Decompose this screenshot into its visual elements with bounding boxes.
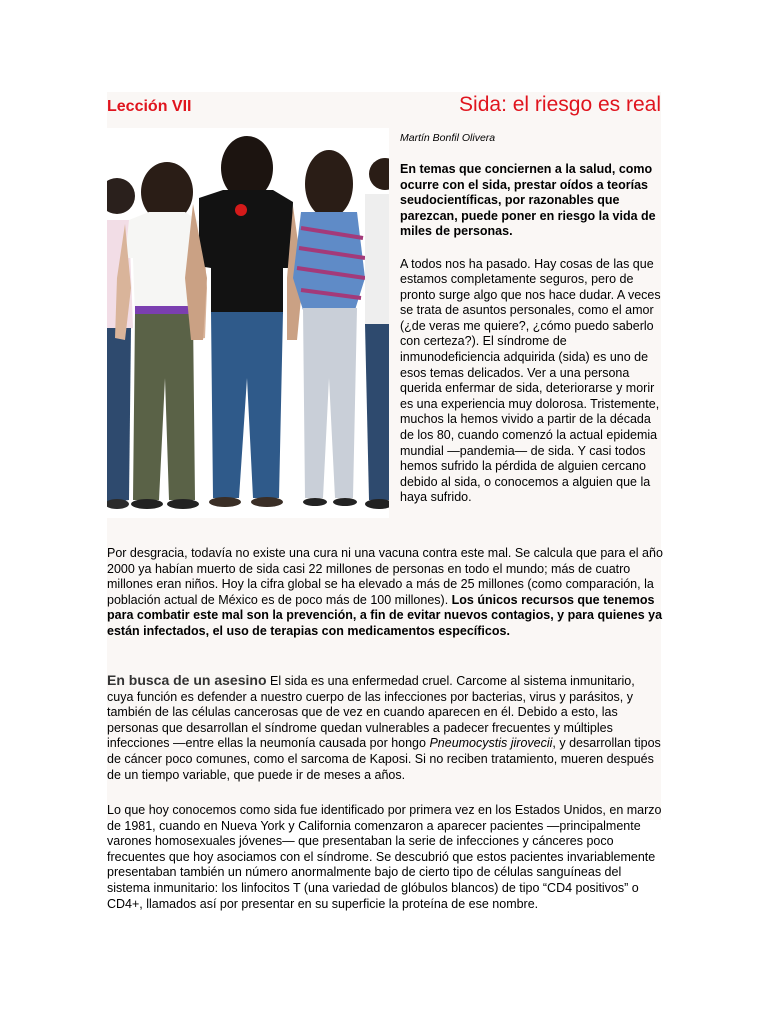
author-byline: Martín Bonfil Olivera [400, 132, 496, 144]
paragraph-cure-text: Por desgracia, todavía no existe una cura ni una vacuna contra este mal. Se calcula que para el año 2000 ya habían muerto de sida casi 22 millones de personas en todo el mundo; más de cuatro millones eran niños. Hoy la cifra global se ha elevado a más de 25 millones (como comparación, la población actual de México es de poco más de 100 millones). [107, 546, 663, 607]
right-column [400, 132, 662, 506]
lead-paragraph: En temas que conciernen a la salud, como ocurre con el sida, prestar oídos a teorías seudocientíficas, por razonables que parezcan, puede poner en riesgo la vida de miles de personas. [400, 162, 656, 238]
paragraph-assassin-text-b: , y desarrollan tipos de cáncer poco comunes, como el sarcoma de Kaposi. Si no reciben tratamiento, mueren después de un tiempo variable, que puede ir de meses a años. [107, 736, 661, 782]
intro-paragraph: A todos nos ha pasado. Hay cosas de las que estamos completamente seguros, pero de pronto surge algo que nos hace dudar. A veces se trata de asuntos personales, como el amor (¿de veras me quiere?, ¿cómo puedo saberlo con certeza?). El síndrome de inmunodeficiencia adquirida (sida) es uno de esos temas delicados. Ver a una persona querida enfermar de sida, deteriorarse y morir es una experiencia muy dolorosa. Tristemente, muchos la hemos vivido a partir de la década de los 80, cuando comenzó la actual epidemia mundial —pandemia— de sida. Y casi todos hemos sufrido la pérdida de alguien cercano debido al sida, o conocemos a alguien que la haya sufrido. [400, 256, 661, 505]
article-photo [107, 128, 389, 518]
section-subheading: En busca de un asesino [107, 672, 267, 688]
paragraph-cure [107, 546, 663, 640]
paragraph-cure-bold: Los únicos recursos que tenemos para combatir este mal son la prevención, a fin de evitar nuevos contagios, y para quienes ya están infectados, el uso de terapias con medicamentos específicos. [107, 592, 663, 638]
paragraph-history: Lo que hoy conocemos como sida fue identificado por primera vez en los Estados Unidos, en marzo de 1981, cuando en Nueva York y California comenzaron a aparecer pacientes —principalmente varones homosexuales jóvenes— que presentaban la serie de infecciones y cánceres poco frecuentes que hoy asociamos con el síndrome. Se descubrió que estos pacientes invariablemente presentaban también un número anormalmente bajo de cierto tipo de células sanguíneas del sistema inmunitario: los linfocitos T (una variedad de glóbulos blancos) de tipo “CD4 positivos” o CD4+, llamados así por presentar en su superficie la proteína de ese nombre. [107, 803, 662, 911]
paragraph-assassin-text-a: El sida es una enfermedad cruel. Carcome al sistema inmunitario, cuya función es defender a nuestro cuerpo de las infecciones por bacterias, virus y parásitos, y también de las células cancerosas que de vez en cuando aparecen en él. Debido a esto, las personas que desarrollan el síndrome quedan vulnerables a padecer frecuentes y múltiples infecciones —entre ellas la neumonía causada por hongo [107, 674, 635, 751]
paragraph-assassin [107, 673, 663, 783]
species-name: Pneumocystis jirovecii [429, 736, 553, 751]
article-title: Sida: el riesgo es real [459, 93, 661, 116]
people-holding-hands-image [107, 128, 389, 518]
lesson-label: Lección VII [107, 98, 192, 115]
